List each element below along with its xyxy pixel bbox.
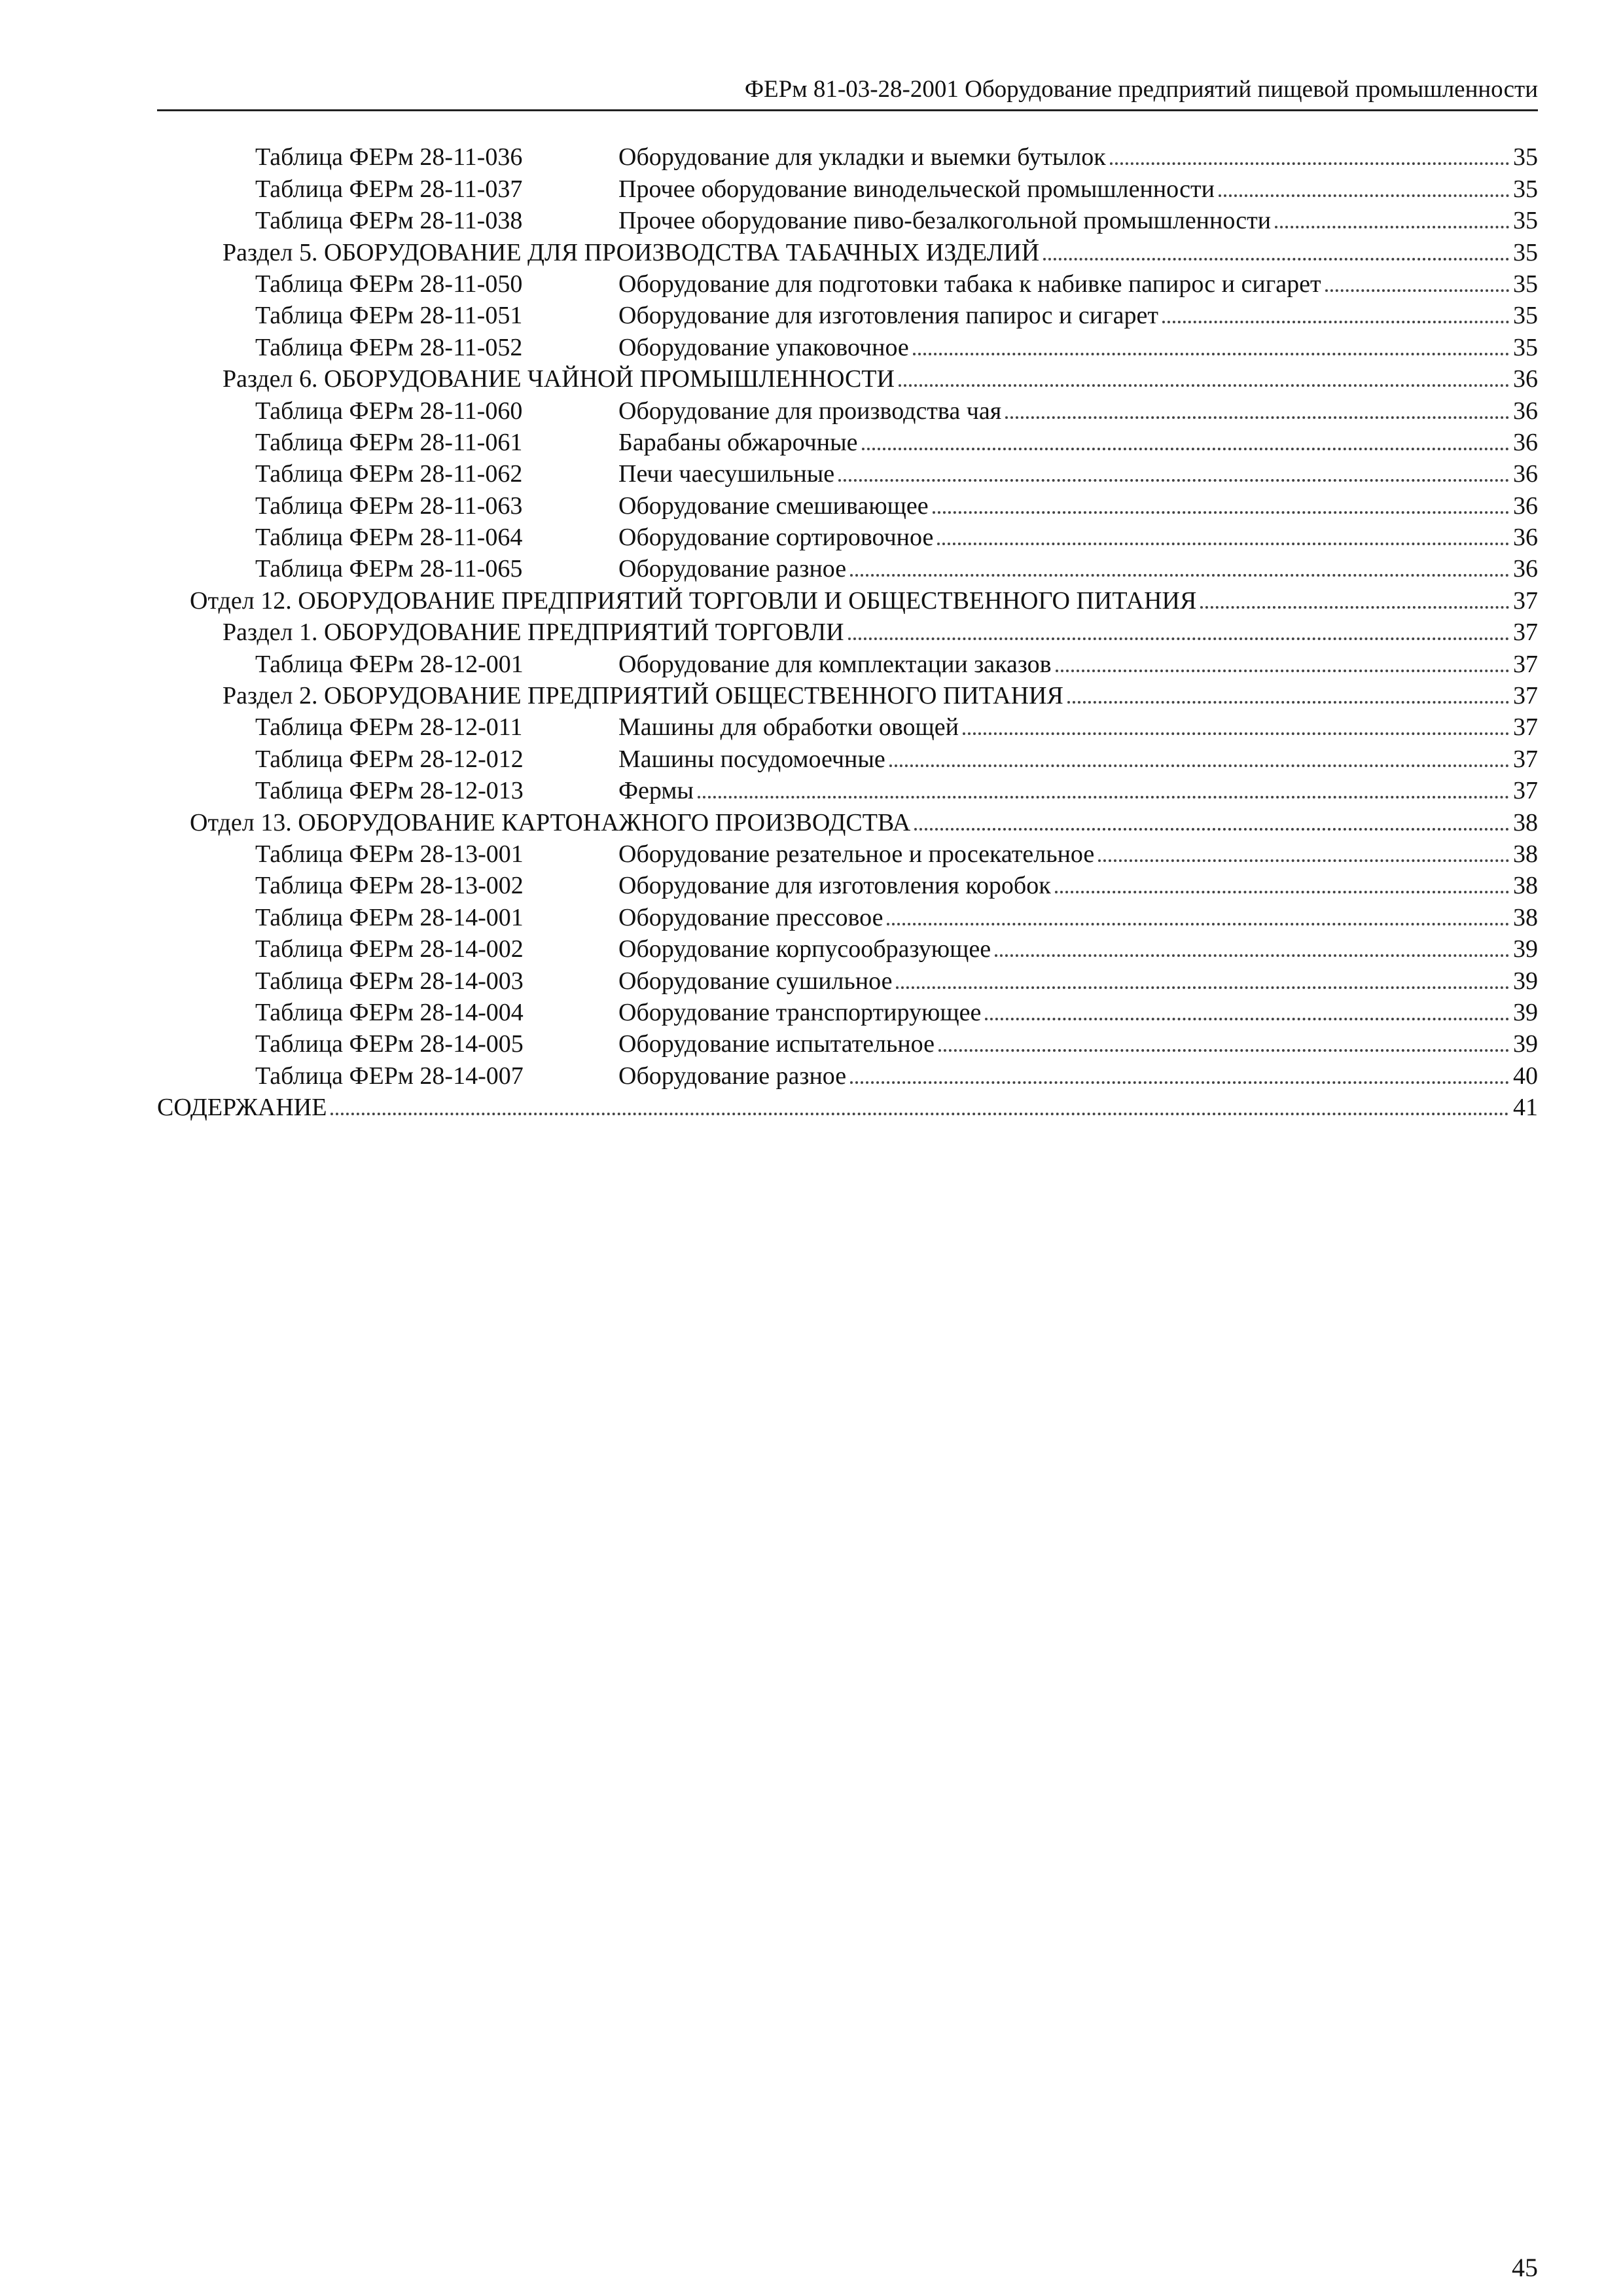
toc-entry[interactable] <box>157 425 1538 457</box>
toc-entry-page: 39 <box>1513 967 1538 995</box>
toc-entry-code: Таблица ФЕРм 28-14-005 <box>255 1030 524 1058</box>
toc-entry-page: 35 <box>1513 333 1538 361</box>
dot-leader <box>913 351 1509 355</box>
toc-entry-title: Машины посудомоечные <box>618 745 885 773</box>
toc-entry-page: 36 <box>1513 397 1538 425</box>
toc-entry-code: Таблица ФЕРм 28-11-061 <box>255 428 523 456</box>
dot-leader <box>1110 161 1509 165</box>
dot-leader <box>1005 415 1509 419</box>
dot-leader <box>1067 700 1509 704</box>
dot-leader <box>963 731 1509 735</box>
toc-entry-title: Оборудование резательное и просекательное <box>618 840 1095 868</box>
toc-entry-code: Таблица ФЕРм 28-11-037 <box>255 175 523 203</box>
toc-entry-title: Прочее оборудование винодельческой промышленности <box>618 175 1215 203</box>
toc-entry-page: 35 <box>1513 143 1538 171</box>
dot-leader <box>1162 319 1509 323</box>
toc-entry-page: 35 <box>1513 175 1538 203</box>
toc-entry-title: Раздел 5. ОБОРУДОВАНИЕ ДЛЯ ПРОИЗВОДСТВА ТАБАЧНЫХ ИЗДЕЛИЙ <box>223 238 1040 266</box>
toc-entry-code: Таблица ФЕРм 28-11-052 <box>255 333 523 361</box>
dot-leader <box>1275 224 1509 228</box>
toc-entry-title: Оборудование для производства чая <box>618 397 1002 425</box>
toc-entry-code: Таблица ФЕРм 28-13-002 <box>255 872 524 900</box>
toc-entry-code: Таблица ФЕРм 28-11-050 <box>255 270 523 298</box>
toc-entry-title: Отдел 13. ОБОРУДОВАНИЕ КАРТОНАЖНОГО ПРОИЗВОДСТВА <box>190 808 911 836</box>
toc-entry-page: 38 <box>1513 872 1538 900</box>
toc-entry-title: Отдел 12. ОБОРУДОВАНИЕ ПРЕДПРИЯТИЙ ТОРГОВЛИ И ОБЩЕСТВЕННОГО ПИТАНИЯ <box>190 586 1197 615</box>
toc-entry-page: 36 <box>1513 524 1538 552</box>
toc-entry-title: Оборудование для комплектации заказов <box>618 650 1052 678</box>
toc-entry-code: Таблица ФЕРм 28-11-065 <box>255 555 523 583</box>
dot-leader <box>1056 668 1509 672</box>
toc-entry-code: Таблица ФЕРм 28-12-011 <box>255 713 523 742</box>
toc-entry-title: Оборудование корпусообразующее <box>618 935 991 963</box>
toc-entry-title: Печи чаесушильные <box>618 460 835 488</box>
dot-leader <box>838 478 1509 482</box>
dot-leader <box>1098 858 1509 862</box>
toc-entry-code: Таблица ФЕРм 28-14-004 <box>255 998 524 1026</box>
toc-entry-title: Оборудование смешивающее <box>618 492 929 520</box>
dot-leader <box>995 953 1509 957</box>
toc-entry[interactable] <box>157 298 1538 330</box>
dot-leader <box>1219 193 1509 197</box>
toc-entry-code: Таблица ФЕРм 28-11-036 <box>255 143 523 171</box>
dot-leader <box>698 795 1509 798</box>
toc-entry-title: Оборудование для изготовления папирос и сигарет <box>618 302 1158 330</box>
toc-entry[interactable] <box>157 900 1538 931</box>
dot-leader <box>985 1016 1509 1020</box>
toc-entry-code: Таблица ФЕРм 28-11-064 <box>255 524 523 552</box>
toc-entry-page: 38 <box>1513 808 1538 836</box>
toc-entry-code: Таблица ФЕРм 28-14-002 <box>255 935 524 963</box>
toc-entry-page: 39 <box>1513 935 1538 963</box>
toc-entry-code: Таблица ФЕРм 28-14-007 <box>255 1062 524 1090</box>
toc-entry-title: Раздел 2. ОБОРУДОВАНИЕ ПРЕДПРИЯТИЙ ОБЩЕСТВЕННОГО ПИТАНИЯ <box>223 682 1063 710</box>
toc-entry-page: 37 <box>1513 777 1538 805</box>
toc-entry-page: 37 <box>1513 619 1538 647</box>
dot-leader <box>933 510 1509 514</box>
toc-entry-code: Таблица ФЕРм 28-13-001 <box>255 840 524 868</box>
toc-entry-code: Таблица ФЕРм 28-11-051 <box>255 302 523 330</box>
toc-entry-page: 37 <box>1513 745 1538 773</box>
toc-entry-code: Таблица ФЕРм 28-14-001 <box>255 903 524 931</box>
dot-leader <box>1043 257 1509 260</box>
toc-entry[interactable] <box>157 1090 1538 1122</box>
toc-entry[interactable] <box>157 362 1538 393</box>
toc-entry-title: Машины для обработки овощей <box>618 713 959 742</box>
toc-entry[interactable] <box>157 393 1538 425</box>
toc-entry-title: Барабаны обжарочные <box>618 428 858 456</box>
toc-entry[interactable] <box>157 1027 1538 1058</box>
dot-leader <box>937 541 1509 545</box>
toc-entry-page: 35 <box>1513 270 1538 298</box>
toc-entry[interactable] <box>157 647 1538 678</box>
toc-entry-page: 36 <box>1513 460 1538 488</box>
toc-entry[interactable] <box>157 774 1538 805</box>
toc-entry-page: 37 <box>1513 586 1538 615</box>
toc-entry-code: Таблица ФЕРм 28-11-063 <box>255 492 523 520</box>
toc-entry[interactable] <box>157 235 1538 266</box>
toc-entry[interactable] <box>157 1058 1538 1090</box>
toc-entry[interactable] <box>157 488 1538 520</box>
dot-leader <box>914 827 1509 831</box>
toc-entry-code: Таблица ФЕРм 28-14-003 <box>255 967 524 995</box>
toc-entry[interactable] <box>157 330 1538 361</box>
toc-entry-title: Оборудование разное <box>618 555 847 583</box>
toc-entry-title: Оборудование для изготовления коробок <box>618 872 1051 900</box>
toc-entry-page: 41 <box>1513 1094 1538 1122</box>
toc-entry[interactable] <box>157 615 1538 647</box>
toc-entry-page: 36 <box>1513 365 1538 393</box>
dot-leader <box>1325 288 1509 292</box>
table-of-contents <box>157 140 1538 1122</box>
toc-entry-code: Таблица ФЕРм 28-12-001 <box>255 650 524 678</box>
toc-entry-title: Фермы <box>618 777 694 805</box>
toc-entry[interactable] <box>157 171 1538 203</box>
toc-entry[interactable] <box>157 204 1538 235</box>
toc-entry[interactable] <box>157 140 1538 171</box>
toc-entry-page: 37 <box>1513 650 1538 678</box>
toc-entry[interactable] <box>157 710 1538 742</box>
toc-entry[interactable] <box>157 552 1538 583</box>
toc-entry[interactable] <box>157 583 1538 615</box>
toc-entry[interactable] <box>157 267 1538 298</box>
toc-entry-code: Таблица ФЕРм 28-11-038 <box>255 207 523 235</box>
page-number: 45 <box>1512 2253 1538 2282</box>
page-header: ФЕРм 81-03-28-2001 Оборудование предприятий пищевой промышленности <box>157 73 1538 111</box>
dot-leader <box>850 1080 1509 1084</box>
dot-leader <box>938 1048 1509 1052</box>
toc-entry[interactable] <box>157 837 1538 869</box>
toc-entry-page: 36 <box>1513 555 1538 583</box>
dot-leader <box>862 446 1510 450</box>
toc-entry-code: Таблица ФЕРм 28-11-060 <box>255 397 523 425</box>
toc-entry-page: 38 <box>1513 903 1538 931</box>
toc-entry-page: 39 <box>1513 1030 1538 1058</box>
toc-entry-title: Оборудование сортировочное <box>618 524 934 552</box>
toc-entry-page: 36 <box>1513 492 1538 520</box>
toc-entry-title: Раздел 1. ОБОРУДОВАНИЕ ПРЕДПРИЯТИЙ ТОРГОВЛИ <box>223 619 844 647</box>
toc-entry-page: 37 <box>1513 713 1538 742</box>
dot-leader <box>899 383 1509 387</box>
toc-entry[interactable] <box>157 457 1538 488</box>
dot-leader <box>848 636 1509 640</box>
dot-leader <box>887 922 1509 925</box>
toc-entry-page: 35 <box>1513 302 1538 330</box>
toc-entry[interactable] <box>157 679 1538 710</box>
toc-entry[interactable] <box>157 963 1538 995</box>
toc-entry-title: Оборудование транспортирующее <box>618 998 982 1026</box>
toc-entry-page: 37 <box>1513 682 1538 710</box>
toc-entry[interactable] <box>157 742 1538 773</box>
toc-entry[interactable] <box>157 520 1538 552</box>
toc-entry-code: Таблица ФЕРм 28-12-012 <box>255 745 524 773</box>
toc-entry-code: Таблица ФЕРм 28-11-062 <box>255 460 523 488</box>
dot-leader <box>889 763 1509 767</box>
toc-entry-title: Оборудование для укладки и выемки бутылок <box>618 143 1106 171</box>
toc-entry-title: Раздел 6. ОБОРУДОВАНИЕ ЧАЙНОЙ ПРОМЫШЛЕННОСТИ <box>223 365 895 393</box>
toc-entry-title: Оборудование разное <box>618 1062 847 1090</box>
toc-entry-title: Оборудование для подготовки табака к набивке папирос и сигарет <box>618 270 1321 298</box>
toc-entry[interactable] <box>157 996 1538 1027</box>
toc-entry-page: 35 <box>1513 238 1538 266</box>
toc-entry-page: 38 <box>1513 840 1538 868</box>
toc-entry-code: Таблица ФЕРм 28-12-013 <box>255 777 524 805</box>
toc-entry-title: Оборудование прессовое <box>618 903 883 931</box>
toc-entry-title: Оборудование упаковочное <box>618 333 909 361</box>
toc-entry-page: 35 <box>1513 207 1538 235</box>
toc-entry-title: Оборудование испытательное <box>618 1030 935 1058</box>
toc-entry-title: Оборудование сушильное <box>618 967 893 995</box>
dot-leader <box>850 573 1509 577</box>
toc-entry-page: 36 <box>1513 428 1538 456</box>
toc-entry-title: СОДЕРЖАНИЕ <box>157 1094 327 1122</box>
toc-entry[interactable] <box>157 869 1538 900</box>
toc-entry-page: 40 <box>1513 1062 1538 1090</box>
toc-entry-title: Прочее оборудование пиво-безалкогольной промышленности <box>618 207 1272 235</box>
toc-entry-page: 39 <box>1513 998 1538 1026</box>
toc-entry[interactable] <box>157 805 1538 836</box>
dot-leader <box>330 1111 1509 1115</box>
dot-leader <box>896 985 1509 989</box>
dot-leader <box>1055 889 1509 893</box>
dot-leader <box>1200 605 1509 609</box>
toc-entry[interactable] <box>157 932 1538 963</box>
